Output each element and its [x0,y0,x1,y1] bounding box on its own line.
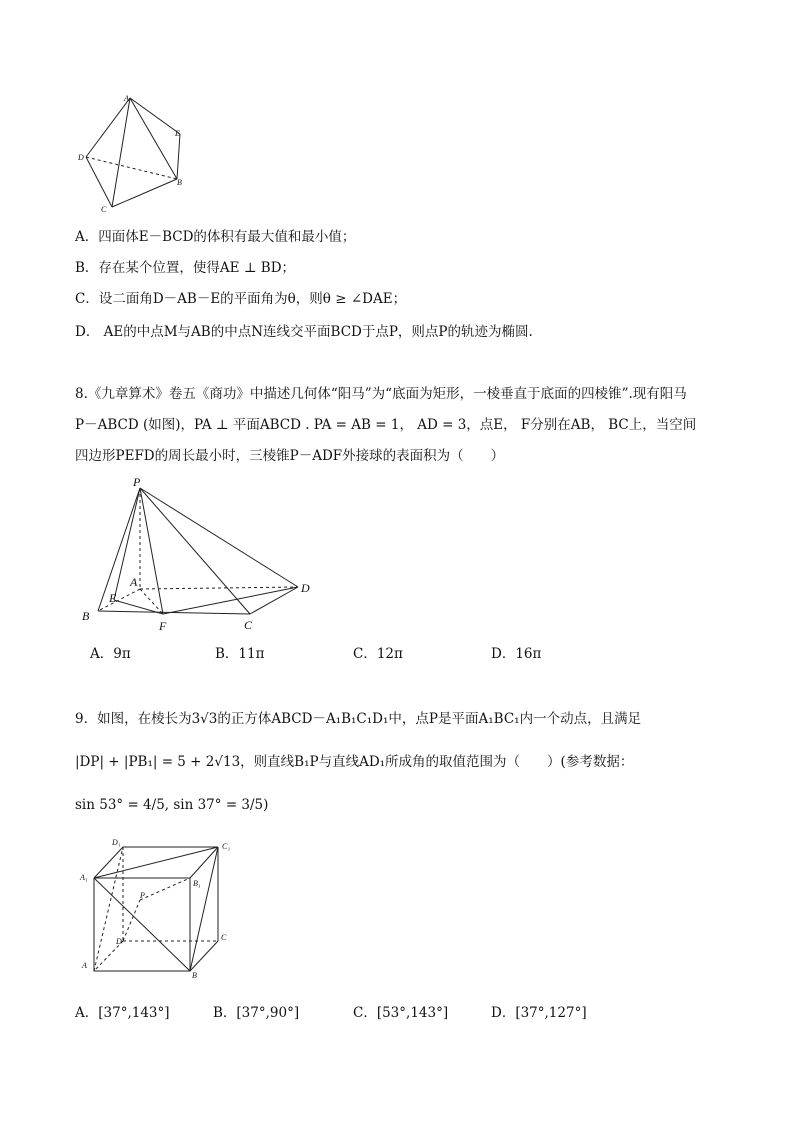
q9-label-C: C [221,933,227,942]
q9-option-c: C．[53°,143°] [353,1005,449,1021]
q7-label-D: D [78,153,84,162]
q7-option-d: D． AE的中点M与AB的中点N连线交平面BCD于点P，则点P的轨迹为椭圆. [75,324,533,340]
q8-stem-line-2: P－ABCD (如图)，PA ⊥ 平面ABCD . PA = AB = 1， AD = 3，点E， F分别在AB， BC上，当空间 [75,417,697,433]
q8-option-c: C．12π [353,646,403,662]
q9-option-a: A．[37°,143°] [75,1005,170,1021]
q8-label-A: A [130,575,138,589]
q9-label-D: D [116,937,122,946]
q7-label-A: A [124,94,129,103]
q7-option-c: C．设二面角D－AB－E的平面角为θ，则θ ≥ ∠DAE； [75,291,407,307]
q8-label-D: D [301,581,310,595]
q7-label-B: B [177,178,182,187]
q8-label-B: B [82,609,90,623]
q8-stem-line-3: 四边形PEFD的周长最小时，三棱锥P－ADF外接球的表面积为（ ） [75,448,505,464]
q9-label-P: P [140,891,145,900]
q8-pyramid-figure [76,474,326,634]
q8-option-b: B．11π [215,646,265,662]
q7-option-b: B．存在某个位置，使得AE ⊥ BD； [75,260,296,276]
q9-cube-figure [76,836,246,982]
q9-label-C1: C₁ [222,842,231,851]
q9-stem-line-2: |DP| + |PB₁| = 5 + 2√13，则直线B₁P与直线AD₁所成角的取值范围为（ ）(参考数据： [75,754,634,770]
q8-option-d: D．16π [491,646,542,662]
q9-label-A1: A₁ [80,873,88,882]
q8-label-P: P [133,475,141,489]
q8-label-C: C [244,618,253,632]
q8-option-a: A．9π [90,646,131,662]
q7-tetrahedron-figure [76,92,196,216]
q9-stem-line-3: sin 53° = 4/5, sin 37° = 3/5) [75,797,269,813]
q8-stem-line-1: 8.《九章算术》卷五《商功》中描述几何体“阳马”为“底面为矩形，一棱垂直于底面的四棱锥”.现有阳马 [75,386,687,402]
q9-label-A: A [82,961,87,970]
q7-label-E: E [175,129,180,138]
q9-option-d: D．[37°,127°] [491,1005,587,1021]
q8-label-E: E [109,591,117,605]
q7-label-C: C [101,205,107,214]
q9-label-D1: D₁ [112,838,121,847]
q9-label-B: B [192,971,197,980]
q7-option-a: A．四面体E－BCD的体积有最大值和最小值； [75,229,356,245]
q9-option-b: B．[37°,90°] [213,1005,300,1021]
q8-label-F: F [159,619,167,633]
q9-label-B1: B₁ [193,879,201,888]
q9-stem-line-1: 9．如图，在棱长为3√3的正方体ABCD－A₁B₁C₁D₁中，点P是平面A₁BC₁内一个动点，且满足 [75,711,642,727]
